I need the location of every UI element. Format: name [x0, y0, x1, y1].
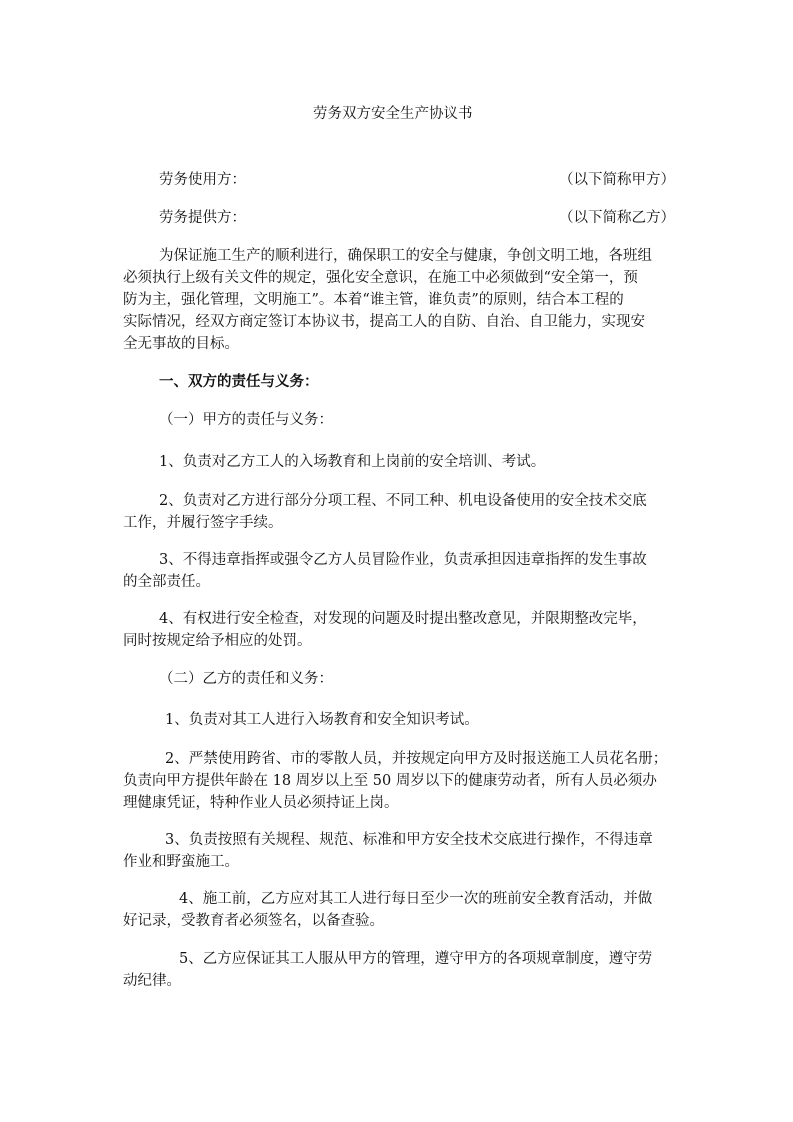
- item-line: 的全部责任。: [123, 574, 210, 590]
- labor-provider-abbreviation: （以下简称乙方）: [559, 210, 675, 226]
- labor-provider-label: 劳务提供方：: [159, 210, 246, 226]
- item-line: 动纪律。: [123, 973, 181, 989]
- item-line: 4、有权进行安全检查，对发现的问题及时提出整改意见，并限期整改完毕，: [159, 611, 647, 627]
- item-line: 3、负责按照有关规程、规范、标准和甲方安全技术交底进行操作，不得违章: [165, 832, 653, 848]
- party-b-heading: （二）乙方的责任和义务：: [159, 671, 333, 687]
- labor-user-label: 劳务使用方：: [159, 172, 246, 188]
- item-line: 2、负责对乙方进行部分分项工程、不同工种、机电设备使用的安全技术交底: [159, 493, 647, 509]
- item-line: 5、乙方应保证其工人服从甲方的管理，遵守甲方的各项规章制度，遵守劳: [179, 951, 653, 967]
- intro-line: 实际情况，经双方商定签订本协议书，提高工人的自防、自治、自卫能力，实现安: [123, 314, 645, 330]
- intro-line: 防为主，强化管理，文明施工”。本着“谁主管，谁负责”的原则，结合本工程的: [123, 292, 624, 308]
- intro-line: 全无事故的目标。: [123, 336, 239, 352]
- item-line: 好记录，受教育者必须签名，以备查验。: [123, 913, 384, 929]
- item-line: 工作，并履行签字手续。: [123, 515, 283, 531]
- item-line: 2、严禁使用跨省、市的零散人员，并按规定向甲方及时报送施工人员花名册；: [165, 751, 668, 767]
- intro-line: 为保证施工生产的顺利进行，确保职工的安全与健康，争创文明工地，各班组: [159, 248, 652, 264]
- section-heading: 一、双方的责任与义务：: [159, 373, 319, 390]
- item-line: 1、负责对乙方工人的入场教育和上岗前的安全培训、考试。: [159, 454, 546, 470]
- item-line: 4、施工前，乙方应对其工人进行每日至少一次的班前安全教育活动，并做: [179, 891, 653, 907]
- intro-line: 必须执行上级有关文件的规定，强化安全意识，在施工中必须做到“安全第一，预: [123, 270, 638, 286]
- item-line: 负责向甲方提供年龄在 18 周岁以上至 50 周岁以下的健康劳动者，所有人员必须办: [123, 773, 657, 789]
- item-line: 理健康凭证，特种作业人员必须持证上岗。: [123, 795, 399, 811]
- party-a-heading: （一）甲方的责任与义务：: [159, 412, 333, 428]
- document-title: 劳务双方安全生产协议书: [313, 106, 473, 122]
- item-line: 3、不得违章指挥或强令乙方人员冒险作业，负责承担因违章指挥的发生事故: [159, 552, 647, 568]
- item-line: 作业和野蛮施工。: [123, 854, 239, 870]
- item-line: 1、负责对其工人进行入场教育和安全知识考试。: [165, 712, 479, 728]
- item-line: 同时按规定给予相应的处罚。: [123, 633, 312, 649]
- labor-user-abbreviation: （以下简称甲方）: [559, 172, 675, 188]
